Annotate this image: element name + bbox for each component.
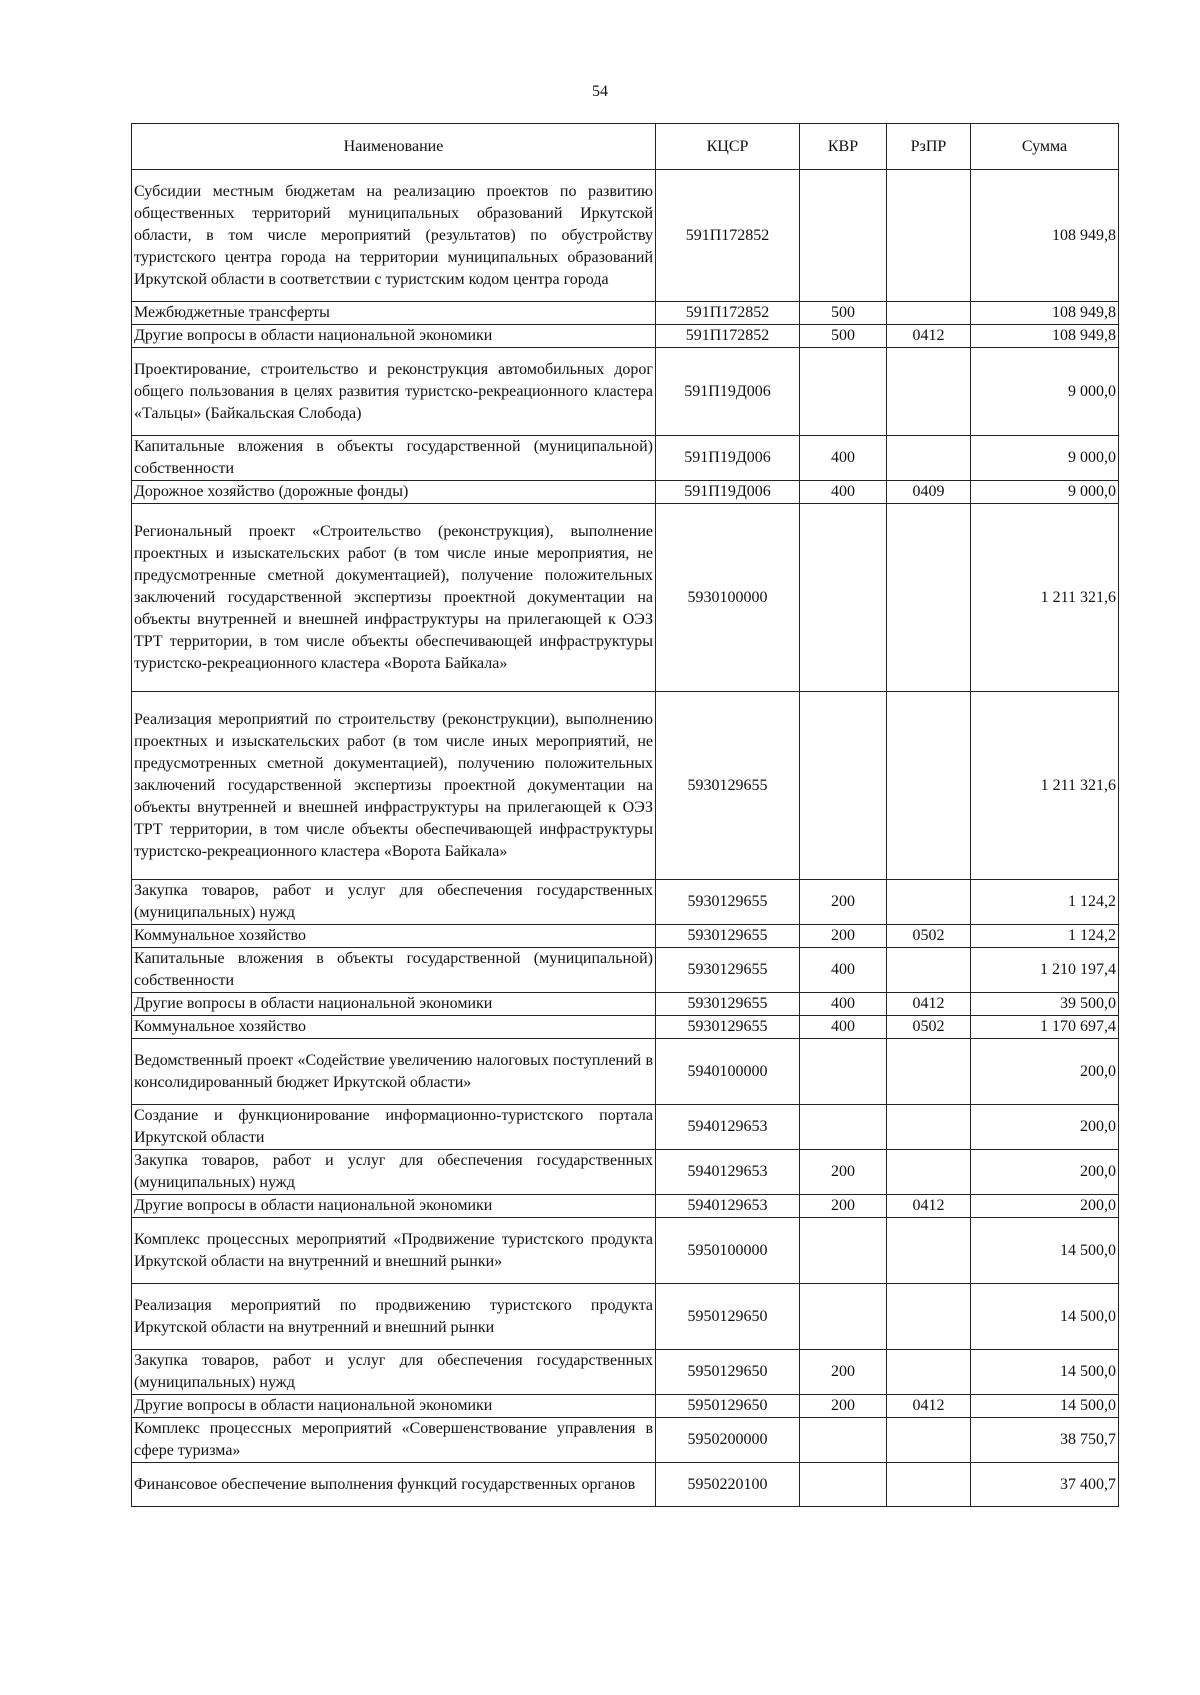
cell-kcsr: 591П172852 [656, 302, 800, 325]
table-row [132, 1195, 1119, 1218]
cell-sum: 38 750,7 [971, 1418, 1119, 1463]
table-row [132, 692, 1119, 880]
cell-kvr [800, 692, 887, 880]
cell-kcsr: 5950129650 [656, 1395, 800, 1418]
cell-rzpr [887, 1418, 971, 1463]
table-row [132, 348, 1119, 436]
cell-kcsr: 5950129650 [656, 1350, 800, 1395]
cell-kvr [800, 1284, 887, 1350]
table-row [132, 1350, 1119, 1395]
cell-kvr: 500 [800, 325, 887, 348]
cell-kvr: 500 [800, 302, 887, 325]
cell-rzpr [887, 436, 971, 481]
cell-sum: 200,0 [971, 1150, 1119, 1195]
cell-kcsr: 5940129653 [656, 1195, 800, 1218]
table-row [132, 481, 1119, 504]
cell-kvr [800, 504, 887, 692]
cell-kvr: 400 [800, 436, 887, 481]
cell-kvr [800, 1218, 887, 1284]
header-kvr: КВР [800, 124, 887, 170]
cell-rzpr [887, 1105, 971, 1150]
cell-kcsr: 591П19Д006 [656, 436, 800, 481]
cell-rzpr [887, 302, 971, 325]
cell-rzpr [887, 1218, 971, 1284]
table-row [132, 1150, 1119, 1195]
cell-sum: 1 211 321,6 [971, 692, 1119, 880]
cell-name: Другие вопросы в области национальной экономики [132, 993, 656, 1016]
cell-rzpr [887, 1463, 971, 1507]
cell-kvr: 200 [800, 1150, 887, 1195]
cell-name: Коммунальное хозяйство [132, 925, 656, 948]
cell-sum: 108 949,8 [971, 325, 1119, 348]
cell-sum: 1 211 321,6 [971, 504, 1119, 692]
table-row [132, 1284, 1119, 1350]
cell-rzpr [887, 1284, 971, 1350]
cell-kcsr: 5930129655 [656, 925, 800, 948]
table-row [132, 1395, 1119, 1418]
budget-table [131, 123, 1119, 1507]
cell-sum: 108 949,8 [971, 302, 1119, 325]
table-header-row [132, 124, 1119, 170]
table-row [132, 436, 1119, 481]
cell-kcsr: 591П19Д006 [656, 348, 800, 436]
cell-kcsr: 5930129655 [656, 692, 800, 880]
cell-rzpr: 0409 [887, 481, 971, 504]
cell-rzpr: 0502 [887, 1016, 971, 1039]
cell-name: Другие вопросы в области национальной экономики [132, 325, 656, 348]
cell-kcsr: 5950129650 [656, 1284, 800, 1350]
table-row [132, 993, 1119, 1016]
cell-name: Закупка товаров, работ и услуг для обеспечения государственных (муниципальных) нужд [132, 1150, 656, 1195]
table-row [132, 925, 1119, 948]
cell-kcsr: 5950220100 [656, 1463, 800, 1507]
cell-sum: 14 500,0 [971, 1284, 1119, 1350]
table-row [132, 1105, 1119, 1150]
cell-kvr [800, 1463, 887, 1507]
cell-rzpr [887, 692, 971, 880]
cell-kcsr: 591П19Д006 [656, 481, 800, 504]
cell-name: Межбюджетные трансферты [132, 302, 656, 325]
cell-name: Закупка товаров, работ и услуг для обеспечения государственных (муниципальных) нужд [132, 1350, 656, 1395]
cell-rzpr [887, 348, 971, 436]
cell-sum: 14 500,0 [971, 1218, 1119, 1284]
cell-rzpr: 0412 [887, 1195, 971, 1218]
cell-kvr: 400 [800, 993, 887, 1016]
table-body [132, 170, 1119, 1507]
table-row [132, 948, 1119, 993]
cell-kcsr: 5950100000 [656, 1218, 800, 1284]
cell-kvr [800, 1105, 887, 1150]
cell-rzpr [887, 504, 971, 692]
cell-kvr [800, 170, 887, 302]
table-row [132, 1418, 1119, 1463]
cell-name: Капитальные вложения в объекты государственной (муниципальной) собственности [132, 436, 656, 481]
cell-name: Финансовое обеспечение выполнения функций государственных органов [132, 1463, 656, 1507]
cell-sum: 200,0 [971, 1039, 1119, 1105]
cell-name: Другие вопросы в области национальной экономики [132, 1195, 656, 1218]
cell-sum: 9 000,0 [971, 481, 1119, 504]
cell-name: Капитальные вложения в объекты государственной (муниципальной) собственности [132, 948, 656, 993]
table-row [132, 880, 1119, 925]
cell-kcsr: 5940129653 [656, 1105, 800, 1150]
table-row [132, 325, 1119, 348]
cell-kvr: 200 [800, 1195, 887, 1218]
table-row [132, 170, 1119, 302]
cell-sum: 108 949,8 [971, 170, 1119, 302]
cell-name: Региональный проект «Строительство (реконструкция), выполнение проектных и изыскательских работ (в том числе иные мероприятия, не предусмотренные сметной документацией), получение положительных заключений государственной экспертизы проектной документации на объекты внутренней и внешней инфраструктуры на прилегающей к ОЭЗ ТРТ территории, в том числе объекты обеспечивающей инфраструктуры туристско-рекреационного кластера «Ворота Байкала» [132, 504, 656, 692]
cell-kvr: 200 [800, 1395, 887, 1418]
cell-rzpr [887, 1150, 971, 1195]
cell-kcsr: 5930129655 [656, 948, 800, 993]
table-row [132, 1218, 1119, 1284]
cell-kcsr: 5930129655 [656, 880, 800, 925]
cell-rzpr: 0502 [887, 925, 971, 948]
header-name: Наименование [132, 124, 656, 170]
header-rzpr: РзПР [887, 124, 971, 170]
cell-name: Проектирование, строительство и реконструкция автомобильных дорог общего пользования в целях развития туристско-рекреационного кластера «Тальцы» (Байкальская Слобода) [132, 348, 656, 436]
cell-sum: 9 000,0 [971, 348, 1119, 436]
cell-rzpr: 0412 [887, 325, 971, 348]
cell-name: Субсидии местным бюджетам на реализацию проектов по развитию общественных территорий муниципальных образований Иркутской области, в том числе мероприятий (результатов) по обустройству туристского центра города на территории муниципальных образований Иркутской области в соответствии с туристским кодом центра города [132, 170, 656, 302]
cell-kcsr: 5930129655 [656, 1016, 800, 1039]
cell-sum: 200,0 [971, 1195, 1119, 1218]
cell-kcsr: 591П172852 [656, 325, 800, 348]
cell-name: Коммунальное хозяйство [132, 1016, 656, 1039]
cell-rzpr [887, 1350, 971, 1395]
cell-kvr: 400 [800, 481, 887, 504]
cell-name: Комплекс процессных мероприятий «Продвижение туристского продукта Иркутской области на внутренний и внешний рынки» [132, 1218, 656, 1284]
cell-rzpr [887, 1039, 971, 1105]
cell-sum: 1 210 197,4 [971, 948, 1119, 993]
cell-sum: 39 500,0 [971, 993, 1119, 1016]
cell-sum: 1 170 697,4 [971, 1016, 1119, 1039]
header-sum: Сумма [971, 124, 1119, 170]
cell-sum: 14 500,0 [971, 1350, 1119, 1395]
cell-sum: 14 500,0 [971, 1395, 1119, 1418]
cell-kvr: 200 [800, 925, 887, 948]
cell-kvr [800, 348, 887, 436]
cell-sum: 200,0 [971, 1105, 1119, 1150]
table-row [132, 1039, 1119, 1105]
table-row [132, 302, 1119, 325]
cell-sum: 9 000,0 [971, 436, 1119, 481]
cell-rzpr: 0412 [887, 993, 971, 1016]
cell-kvr [800, 1039, 887, 1105]
cell-name: Ведомственный проект «Содействие увеличению налоговых поступлений в консолидированный бюджет Иркутской области» [132, 1039, 656, 1105]
table-row [132, 1463, 1119, 1507]
cell-kcsr: 5940100000 [656, 1039, 800, 1105]
cell-name: Создание и функционирование информационно-туристского портала Иркутской области [132, 1105, 656, 1150]
cell-kvr [800, 1418, 887, 1463]
header-kcsr: КЦСР [656, 124, 800, 170]
cell-kcsr: 5940129653 [656, 1150, 800, 1195]
cell-name: Другие вопросы в области национальной экономики [132, 1395, 656, 1418]
cell-sum: 1 124,2 [971, 880, 1119, 925]
cell-rzpr [887, 948, 971, 993]
cell-name: Реализация мероприятий по строительству (реконструкции), выполнению проектных и изыскательских работ (в том числе иных мероприятий, не предусмотренных сметной документацией), получению положительных заключений государственной экспертизы проектной документации на объекты внутренней и внешней инфраструктуры на прилегающей к ОЭЗ ТРТ территории, в том числе объекты обеспечивающей инфраструктуры туристско-рекреационного кластера «Ворота Байкала» [132, 692, 656, 880]
table-row [132, 504, 1119, 692]
page-number: 54 [592, 83, 608, 100]
cell-kvr: 400 [800, 1016, 887, 1039]
cell-kcsr: 5930100000 [656, 504, 800, 692]
cell-name: Комплекс процессных мероприятий «Совершенствование управления в сфере туризма» [132, 1418, 656, 1463]
cell-kcsr: 5930129655 [656, 993, 800, 1016]
cell-rzpr [887, 170, 971, 302]
cell-rzpr: 0412 [887, 1395, 971, 1418]
cell-kvr: 200 [800, 1350, 887, 1395]
cell-rzpr [887, 880, 971, 925]
cell-sum: 1 124,2 [971, 925, 1119, 948]
cell-kcsr: 591П172852 [656, 170, 800, 302]
cell-name: Реализация мероприятий по продвижению туристского продукта Иркутской области на внутренний и внешний рынки [132, 1284, 656, 1350]
table-row [132, 1016, 1119, 1039]
cell-kvr: 400 [800, 948, 887, 993]
cell-kvr: 200 [800, 880, 887, 925]
cell-name: Дорожное хозяйство (дорожные фонды) [132, 481, 656, 504]
cell-sum: 37 400,7 [971, 1463, 1119, 1507]
cell-name: Закупка товаров, работ и услуг для обеспечения государственных (муниципальных) нужд [132, 880, 656, 925]
cell-kcsr: 5950200000 [656, 1418, 800, 1463]
